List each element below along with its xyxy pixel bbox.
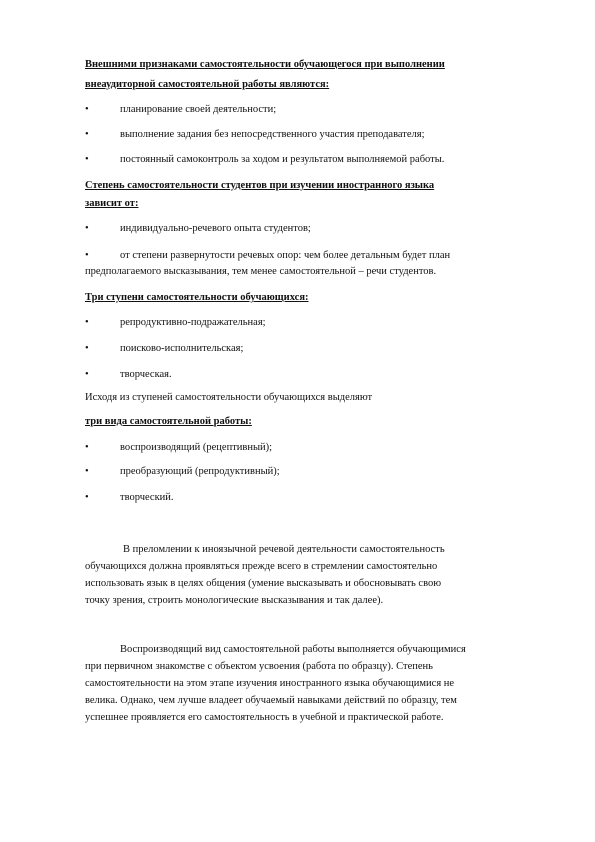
list-item: преобразующий (репродуктивный); [120, 466, 280, 477]
paragraph2-line: при первичном знакомстве с объектом усвоения (работа по образцу). Степень [85, 661, 433, 672]
bullet-icon: • [85, 154, 89, 165]
section3-intro: Исходя из ступеней самостоятельности обучающихся выделяют [85, 392, 373, 403]
bullet-icon: • [85, 250, 89, 261]
list-item-continuation: предполагаемого высказывания, тем менее самостоятельной – речи студентов. [85, 266, 437, 277]
bullet-icon: • [85, 129, 89, 140]
bullet-icon: • [85, 369, 89, 380]
section3-heading: Три ступени самостоятельности обучающихся: [85, 292, 309, 303]
list-item: творческая. [120, 369, 172, 380]
paragraph1-line: В преломлении к иноязычной речевой деятельности самостоятельность [123, 544, 445, 555]
paragraph2-line: успешнее проявляется его самостоятельность в учебной и практической работе. [85, 712, 444, 723]
section1-heading-line1: Внешними признаками самостоятельности обучающегося при выполнении [85, 59, 445, 70]
bullet-icon: • [85, 343, 89, 354]
list-item: постоянный самоконтроль за ходом и результатом выполняемой работы. [120, 154, 445, 165]
list-item: репродуктивно-подражательная; [120, 317, 266, 328]
paragraph1-line: точку зрения, строить монологические высказывания и так далее). [85, 595, 384, 606]
list-item: воспроизводящий (рецептивный); [120, 442, 273, 453]
bullet-icon: • [85, 223, 89, 234]
paragraph2-line: велика. Однако, чем лучше владеет обучаемый навыками действий по образцу, тем [85, 695, 457, 706]
section1-heading-line2: внеаудиторной самостоятельной работы являются: [85, 79, 330, 90]
list-item: творческий. [120, 492, 174, 503]
section4-heading: три вида самостоятельной работы: [85, 416, 252, 427]
list-item: выполнение задания без непосредственного участия преподавателя; [120, 129, 425, 140]
paragraph1-line: обучающихся должна проявляться прежде всего в стремлении самостоятельно [85, 561, 438, 572]
bullet-icon: • [85, 442, 89, 453]
list-item: индивидуально-речевого опыта студентов; [120, 223, 311, 234]
bullet-icon: • [85, 104, 89, 115]
paragraph2-line: Воспроизводящий вид самостоятельной работы выполняется обучающимися [120, 644, 466, 655]
bullet-icon: • [85, 317, 89, 328]
section2-heading-line1: Степень самостоятельности студентов при изучении иностранного языка [85, 180, 435, 191]
bullet-icon: • [85, 492, 89, 503]
list-item: планирование своей деятельности; [120, 104, 277, 115]
section2-heading-line2: зависит от: [85, 198, 139, 209]
bullet-icon: • [85, 466, 89, 477]
paragraph2-line: самостоятельности на этом этапе изучения иностранного языка обучающимися не [85, 678, 455, 689]
list-item: от степени развернутости речевых опор: чем более детальным будет план [120, 250, 451, 261]
paragraph1-line: использовать язык в целях общения (умение высказывать и обосновывать свою [85, 578, 442, 589]
list-item: поисково-исполнительская; [120, 343, 244, 354]
